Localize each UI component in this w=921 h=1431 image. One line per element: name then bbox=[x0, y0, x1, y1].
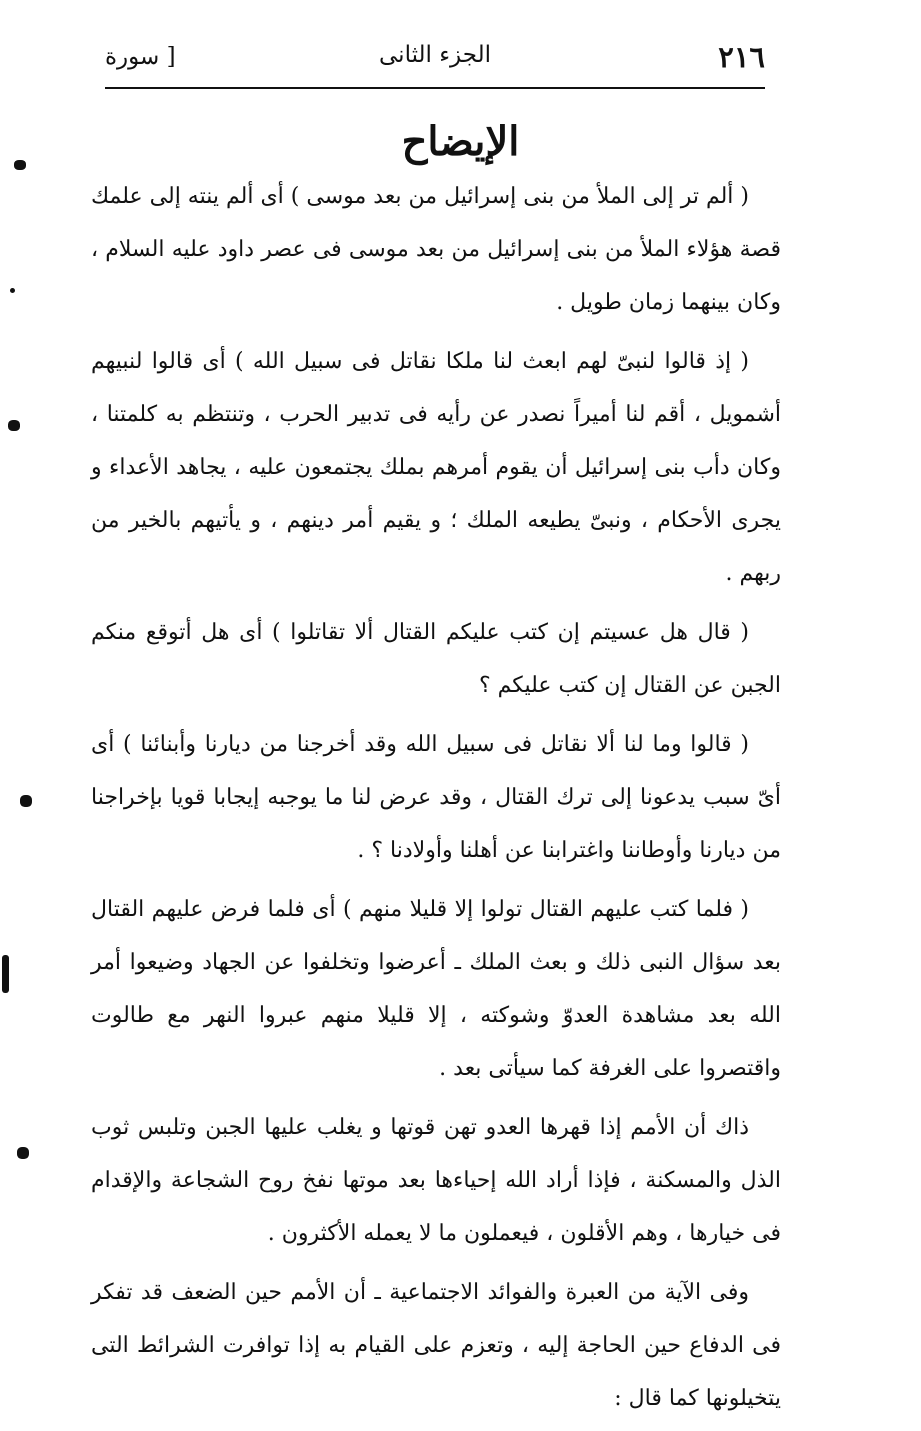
paragraph: وفى الآية من العبرة والفوائد الاجتماعية ـ أن الأمم حين الضعف قد تفكر فى الدفاع حين الحاجة إليه ، وتعزم على القيام به إذا توافرت الشرائط التى يتخيلونها كما قال : bbox=[91, 1280, 782, 1411]
scan-mark bbox=[17, 1147, 29, 1159]
part-label: الجزء الثانى bbox=[379, 42, 491, 68]
page-number: ٢١٦ bbox=[718, 40, 765, 74]
body-text bbox=[91, 170, 781, 1431]
paragraph: ذاك أن الأمم إذا قهرها العدو تهن قوتها و يغلب عليها الجبن وتلبس ثوب الذل والمسكنة ، فإذا أراد الله إحياءها بعد موتها نفخ روح الشجاعة والإقدام فى خيارها ، وهم الأقلون ، فيعملون ما لا يعمله الأكثرون . bbox=[91, 1115, 781, 1246]
scan-mark bbox=[2, 955, 9, 993]
scan-mark bbox=[8, 420, 20, 431]
scan-mark bbox=[14, 160, 26, 170]
section-title: الإيضاح bbox=[401, 118, 520, 165]
paragraph: ( فلما كتب عليهم القتال تولوا إلا قليلا منهم ) أى فلما فرض عليهم القتال بعد سؤال النبى ذلك و بعث الملك ـ أعرضوا وتخلفوا عن الجهاد وضيعوا أمر الله بعد مشاهدة العدوّ وشوكته ، إلا قليلا منهم عبروا النهر مع طالوت واقتصروا على الغرفة كما سيأتى بعد . bbox=[91, 897, 781, 1081]
surah-label: [ سورة bbox=[105, 44, 176, 70]
paragraph: ( ألم تر إلى الملأ من بنى إسرائيل من بعد موسى ) أى ألم ينته إلى علمك قصة هؤلاء الملأ من بنى إسرائيل من بعد موسى فى عصر داود عليه السلام ، وكان بينهما زمان طويل . bbox=[91, 184, 781, 315]
paragraph: ( قالوا وما لنا ألا نقاتل فى سبيل الله وقد أخرجنا من ديارنا وأبنائنا ) أى أىّ سبب يدعونا إلى ترك القتال ، وقد عرض لنا ما يوجبه إيجابا قويا بإخراجنا من ديارنا وأوطاننا واغترابنا عن أهلنا وأولادنا ؟ . bbox=[91, 732, 781, 863]
scan-mark bbox=[10, 288, 15, 293]
paragraph: ( إذ قالوا لنبىّ لهم ابعث لنا ملكا نقاتل فى سبيل الله ) أى قالوا لنبيهم أشمويل ، أقم لنا أميراً نصدر عن رأيه فى تدبير الحرب ، وتنتظم به كلمتنا ، وكان دأب بنى إسرائيل أن يقوم أمرهم بملك يجتمعون عليه ، يجاهد الأعداء و يجرى الأحكام ، ونبىّ يطيعه الملك ؛ و يقيم أمر دينهم ، و يأتيهم بالخير من ربهم . bbox=[91, 349, 781, 586]
running-header bbox=[105, 38, 765, 84]
scan-mark bbox=[20, 795, 32, 807]
header-divider bbox=[105, 87, 765, 89]
paragraph: ( قال هل عسيتم إن كتب عليكم القتال ألا تقاتلوا ) أى هل أتوقع منكم الجبن عن القتال إن كتب عليكم ؟ bbox=[91, 620, 781, 698]
